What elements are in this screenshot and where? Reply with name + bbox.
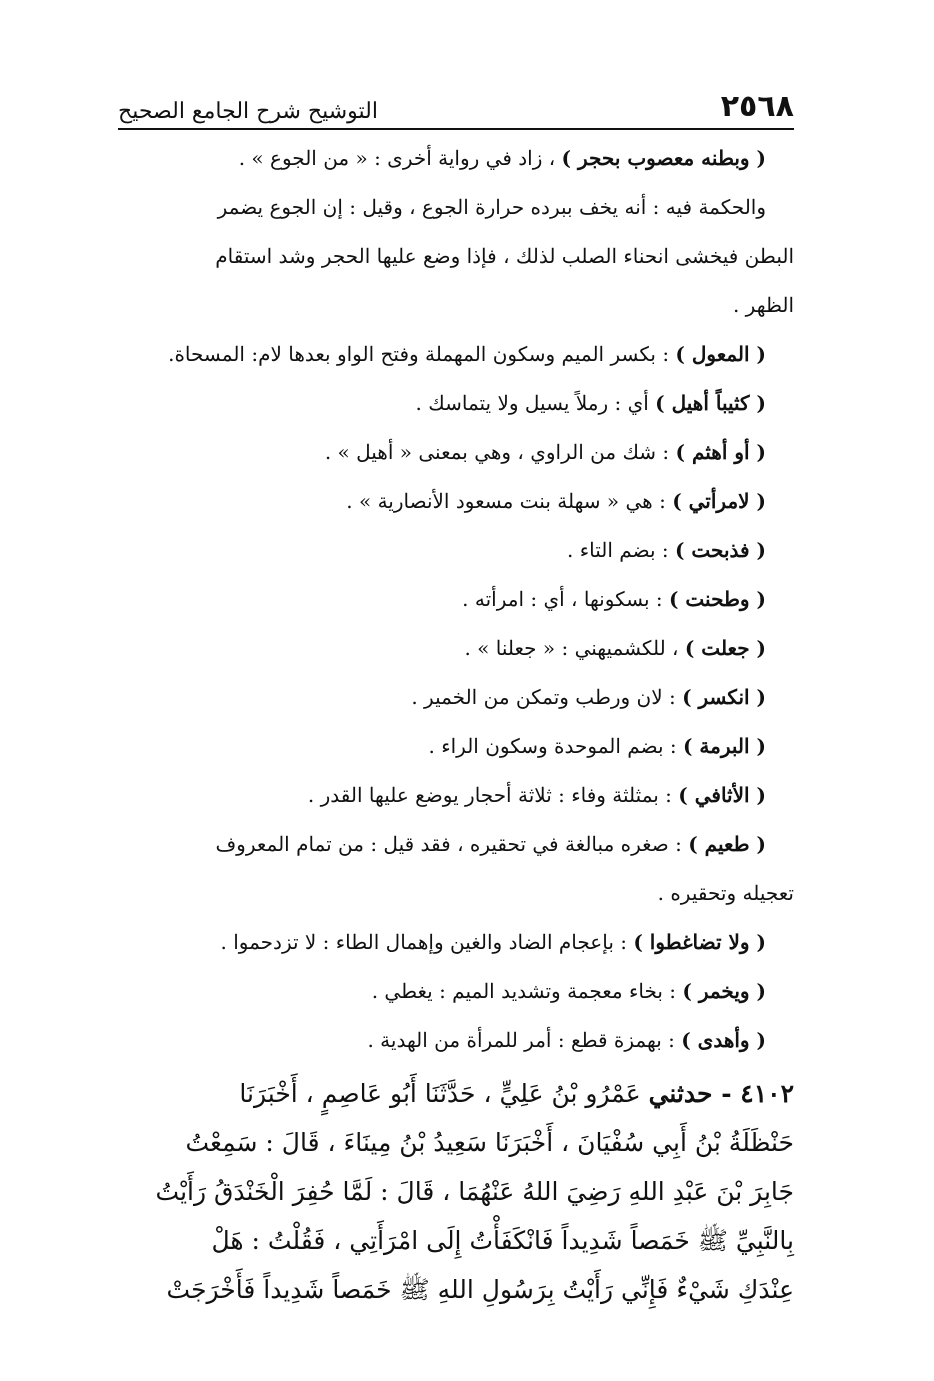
entry-term: ( كثيباً أهيل ) — [655, 391, 766, 415]
entry-term: ( وأهدى ) — [681, 1028, 766, 1052]
hadith-line — [118, 1069, 794, 1118]
entry-text: : بضم الموحدة وسكون الراء . — [428, 734, 683, 758]
entry-text: : بخاء معجمة وتشديد الميم : يغطي . — [371, 979, 683, 1003]
entry-text: : هي « سهلة بنت مسعود الأنصارية » . — [346, 489, 673, 513]
hadith-line: جَابِرَ بْنَ عَبْدِ اللهِ رَضِيَ اللهُ عَنْهُمَا ، قَالَ : لَمَّا حُفِرَ الْخَنْدَقُ رَأَيْتُ — [155, 1177, 794, 1206]
entry-term: ( المعول ) — [675, 342, 766, 366]
entry-line — [118, 477, 794, 526]
entry-term: ( ويخمر ) — [682, 979, 766, 1003]
entry-line — [118, 918, 794, 967]
entry-line — [118, 820, 794, 869]
entry-text: : لان ورطب وتمكن من الخمير . — [411, 685, 683, 709]
entry-term: ( فذبحت ) — [674, 538, 766, 562]
entry-term: ( انكسر ) — [682, 685, 766, 709]
entry-line — [118, 379, 794, 428]
commentary-body — [118, 134, 794, 1314]
entry-term: ( أو أهثم ) — [675, 440, 766, 464]
entry-line — [118, 673, 794, 722]
entry-text: : بسكونها ، أي : امرأته . — [462, 587, 669, 611]
paragraph-line: والحكمة فيه : أنه يخف ببرده حرارة الجوع ، وقيل : إن الجوع يضمر — [217, 195, 766, 219]
entry-text: ، للكشميهني : « جعلنا » . — [464, 636, 685, 660]
entry-term: ( البرمة ) — [682, 734, 766, 758]
entry-text: : بمثلثة وفاء : ثلاثة أحجار يوضع عليها القدر . — [307, 783, 679, 807]
entry-text: : شك من الراوي ، وهي بمعنى « أهيل » . — [324, 440, 676, 464]
entry-line — [118, 526, 794, 575]
entry-line — [118, 967, 794, 1016]
entry-term: ( جعلت ) — [684, 636, 766, 660]
book-title: التوشيح شرح الجامع الصحيح — [118, 99, 378, 124]
running-header — [118, 78, 794, 130]
hadith-line: عِنْدَكِ شَيْءٌ فَإِنِّي رَأَيْتُ بِرَسُولِ اللهِ ﷺ خَمَصاً شَدِيداً فَأَخْرَجَتْ — [166, 1275, 794, 1304]
entry-text: ، زاد في رواية أخرى : « من الجوع » . — [238, 146, 562, 170]
entry-line — [118, 575, 794, 624]
entry-text: : بإعجام الضاد والغين وإهمال الطاء : لا تزدحموا . — [220, 930, 634, 954]
entry-line — [118, 624, 794, 673]
entry-line — [118, 1016, 794, 1065]
entry-line — [118, 771, 794, 820]
hadith-line: بِالنَّبِيِّ ﷺ خَمَصاً شَدِيداً فَانْكَفَأْتُ إِلَى امْرَأَتِي ، فَقُلْتُ : هَلْ — [211, 1226, 794, 1255]
entry-term: ( لامرأتي ) — [672, 489, 766, 513]
entry-continuation: تعجيله وتحقيره . — [657, 881, 794, 905]
entry-text: أي : رملاً يسيل ولا يتماسك . — [415, 391, 656, 415]
hadith-text — [118, 1069, 794, 1314]
entry-term: ( طعيم ) — [688, 832, 766, 856]
entry-line — [118, 428, 794, 477]
entry-line — [118, 722, 794, 771]
entry-text: : بضم التاء . — [567, 538, 675, 562]
entry-text: : بكسر الميم وسكون المهملة وفتح الواو بعدها لام: المسحاة. — [168, 342, 676, 366]
entry-text: : بهمزة قطع : أمر للمرأة من الهدية . — [367, 1028, 682, 1052]
hadith-number: ٤١٠٢ - حدثني — [648, 1079, 794, 1108]
entry-term: ( الأثافي ) — [678, 783, 766, 807]
entry-line — [118, 330, 794, 379]
entry-line — [118, 134, 794, 183]
hadith-line: حَنْظَلَةُ بْنُ أَبِي سُفْيَانَ ، أَخْبَرَنَا سَعِيدُ بْنُ مِينَاءَ ، قَالَ : سَمِعْتُ — [185, 1128, 794, 1157]
entry-term: ( ولا تضاغطوا ) — [633, 930, 766, 954]
entry-term: ( وبطنه معصوب بحجر ) — [561, 146, 766, 170]
entry-term: ( وطحنت ) — [668, 587, 766, 611]
hadith-line-text: عَمْرُو بْنُ عَلِيٍّ ، حَدَّثَنَا أَبُو عَاصِمٍ ، أَخْبَرَنَا — [239, 1079, 649, 1108]
paragraph-line: البطن فيخشى انحناء الصلب لذلك ، فإذا وضع عليها الحجر وشد استقام — [215, 244, 794, 268]
page-number: ٢٥٦٨ — [720, 89, 794, 124]
entry-text: : صغره مبالغة في تحقيره ، فقد قيل : من تمام المعروف — [215, 832, 689, 856]
paragraph-line: الظهر . — [732, 293, 794, 317]
